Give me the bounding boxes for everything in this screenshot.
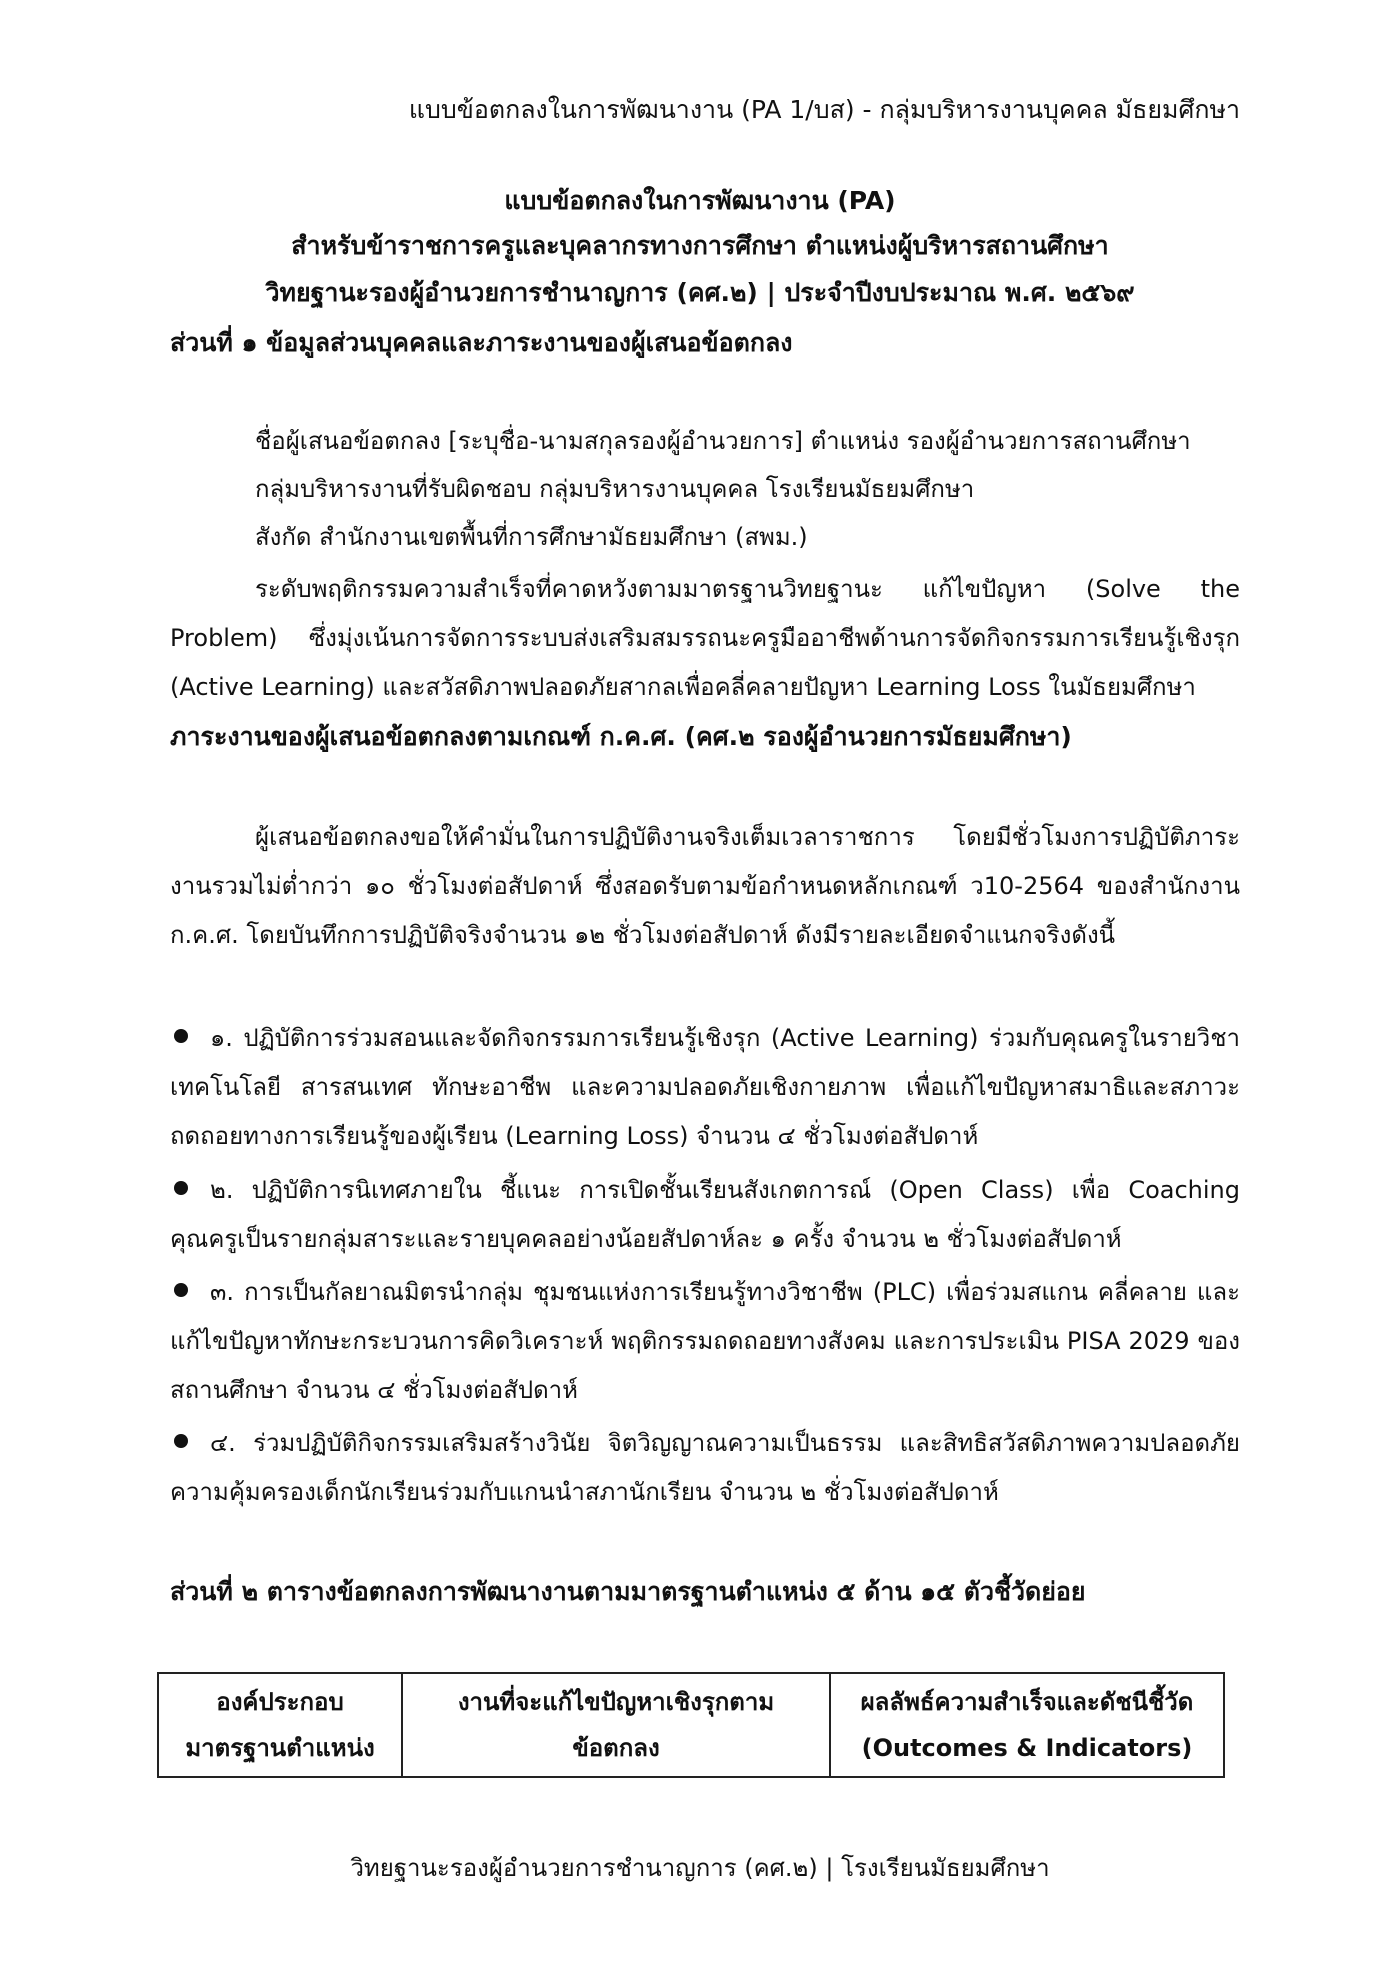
- section-1-heading: ส่วนที่ ๑ ข้อมูลส่วนบุคคลและภาระงานของผู้เสนอข้อตกลง: [170, 328, 793, 357]
- bullet-icon: [174, 1434, 188, 1448]
- workload-item-text: ๓. การเป็นกัลยาณมิตรนำกลุ่ม ชุมชนแห่งการเรียนรู้ทางวิชาชีพ (PLC) เพื่อร่วมสแกน คลี่คลาย และแก้ไขปัญหาทักษะกระบวนการคิดวิเคราะห์ พฤติกรรมถดถอยทางสังคม และการประเมิน PISA 2029 ของสถานศึกษา จำนวน ๔ ชั่วโมงต่อสัปดาห์: [170, 1278, 1240, 1404]
- proposer-info: ชื่อผู้เสนอข้อตกลง [ระบุชื่อ-นามสกุลรองผู้อำนวยการ] ตำแหน่ง รองผู้อำนวยการสถานศึกษา: [255, 427, 1191, 455]
- workload-item-text: ๔. ร่วมปฏิบัติกิจกรรมเสริมสร้างวินัย จิตวิญญาณความเป็นธรรม และสิทธิสวัสดิภาพความปลอดภัยความคุ้มครองเด็กนักเรียนร่วมกับแกนนำสภานักเรียน จำนวน ๒ ชั่วโมงต่อสัปดาห์: [170, 1429, 1240, 1506]
- expected-level-paragraph: ระดับพฤติกรรมความสำเร็จที่คาดหวังตามมาตรฐานวิทยฐานะ แก้ไขปัญหา (Solve the Problem) ซึ่งมุ่งเน้นการจัดการระบบส่งเสริมสมรรถนะครูมืออาชีพด้านการจัดกิจกรรมการเรียนรู้เชิงรุก (Active Learning) และสวัสดิภาพปลอดภัยสากลเพื่อคลี่คลายปัญหา Learning Loss ในมัธยมศึกษา: [170, 575, 1240, 701]
- bullet-icon: [174, 1181, 188, 1195]
- workload-list-item: [170, 1014, 1240, 1161]
- workload-item-text: ๒. ปฏิบัติการนิเทศภายใน ชี้แนะ การเปิดชั้นเรียนสังเกตการณ์ (Open Class) เพื่อ Coaching คุณครูเป็นรายกลุ่มสาระและรายบุคคลอย่างน้อยสัปดาห์ละ ๑ ครั้ง จำนวน ๒ ชั่วโมงต่อสัปดาห์: [170, 1176, 1240, 1253]
- workload-intro-paragraph: ผู้เสนอข้อตกลงขอให้คำมั่นในการปฏิบัติงานจริงเต็มเวลาราชการ โดยมีชั่วโมงการปฏิบัติภาระงานรวมไม่ต่ำกว่า ๑๐ ชั่วโมงต่อสัปดาห์ ซึ่งสอดรับตามข้อกำหนดหลักเกณฑ์ ว10-2564 ของสำนักงาน ก.ค.ศ. โดยบันทึกการปฏิบัติจริงจำนวน ๑๒ ชั่วโมงต่อสัปดาห์ ดังมีรายละเอียดจำแนกจริงดังนี้: [170, 823, 1240, 949]
- bullet-icon: [174, 1029, 188, 1043]
- affiliation: สังกัด สำนักงานเขตพื้นที่การศึกษามัธยมศึกษา (สพม.): [255, 523, 808, 551]
- table-header-cell: ผลลัพธ์ความสำเร็จและดัชนีชี้วัด (Outcomes & Indicators): [830, 1673, 1224, 1777]
- standards-table: [157, 1672, 1225, 1778]
- page-header: แบบข้อตกลงในการพัฒนางาน (PA 1/บส) - กลุ่มบริหารงานบุคคล มัธยมศึกษา: [408, 95, 1240, 124]
- workload-list-item: [170, 1166, 1240, 1264]
- page-footer: วิทยฐานะรองผู้อำนวยการชำนาญการ (คศ.๒) | โรงเรียนมัธยมศึกษา: [350, 1854, 1050, 1882]
- workload-heading: ภาระงานของผู้เสนอข้อตกลงตามเกณฑ์ ก.ค.ศ. (คศ.๒ รองผู้อำนวยการมัธยมศึกษา): [170, 722, 1072, 751]
- table-header-row: [158, 1673, 1224, 1777]
- document-title-line-2: สำหรับข้าราชการครูและบุคลากรทางการศึกษา ตำแหน่งผู้บริหารสถานศึกษา: [291, 231, 1109, 260]
- bullet-icon: [174, 1283, 188, 1297]
- workload-list-item: [170, 1268, 1240, 1415]
- workload-item-text: ๑. ปฏิบัติการร่วมสอนและจัดกิจกรรมการเรียนรู้เชิงรุก (Active Learning) ร่วมกับคุณครูในรายวิชาเทคโนโลยี สารสนเทศ ทักษะอาชีพ และความปลอดภัยเชิงกายภาพ เพื่อแก้ไขปัญหาสมาธิและสภาวะถดถอยทางการเรียนรู้ของผู้เรียน (Learning Loss) จำนวน ๔ ชั่วโมงต่อสัปดาห์: [170, 1024, 1240, 1150]
- workload-list-item: [170, 1419, 1240, 1517]
- document-title-line-1: แบบข้อตกลงในการพัฒนางาน (PA): [504, 186, 896, 215]
- responsible-group: กลุ่มบริหารงานที่รับผิดชอบ กลุ่มบริหารงานบุคคล โรงเรียนมัธยมศึกษา: [255, 475, 975, 503]
- document-title-line-3: วิทยฐานะรองผู้อำนวยการชำนาญการ (คศ.๒) | ประจำปีงบประมาณ พ.ศ. ๒๕๖๙: [265, 278, 1135, 307]
- table-header-cell: งานที่จะแก้ไขปัญหาเชิงรุกตาม ข้อตกลง: [402, 1673, 830, 1777]
- table-header-cell: องค์ประกอบ มาตรฐานตำแหน่ง: [158, 1673, 402, 1777]
- section-2-heading: ส่วนที่ ๒ ตารางข้อตกลงการพัฒนางานตามมาตรฐานตำแหน่ง ๕ ด้าน ๑๕ ตัวชี้วัดย่อย: [170, 1577, 1086, 1606]
